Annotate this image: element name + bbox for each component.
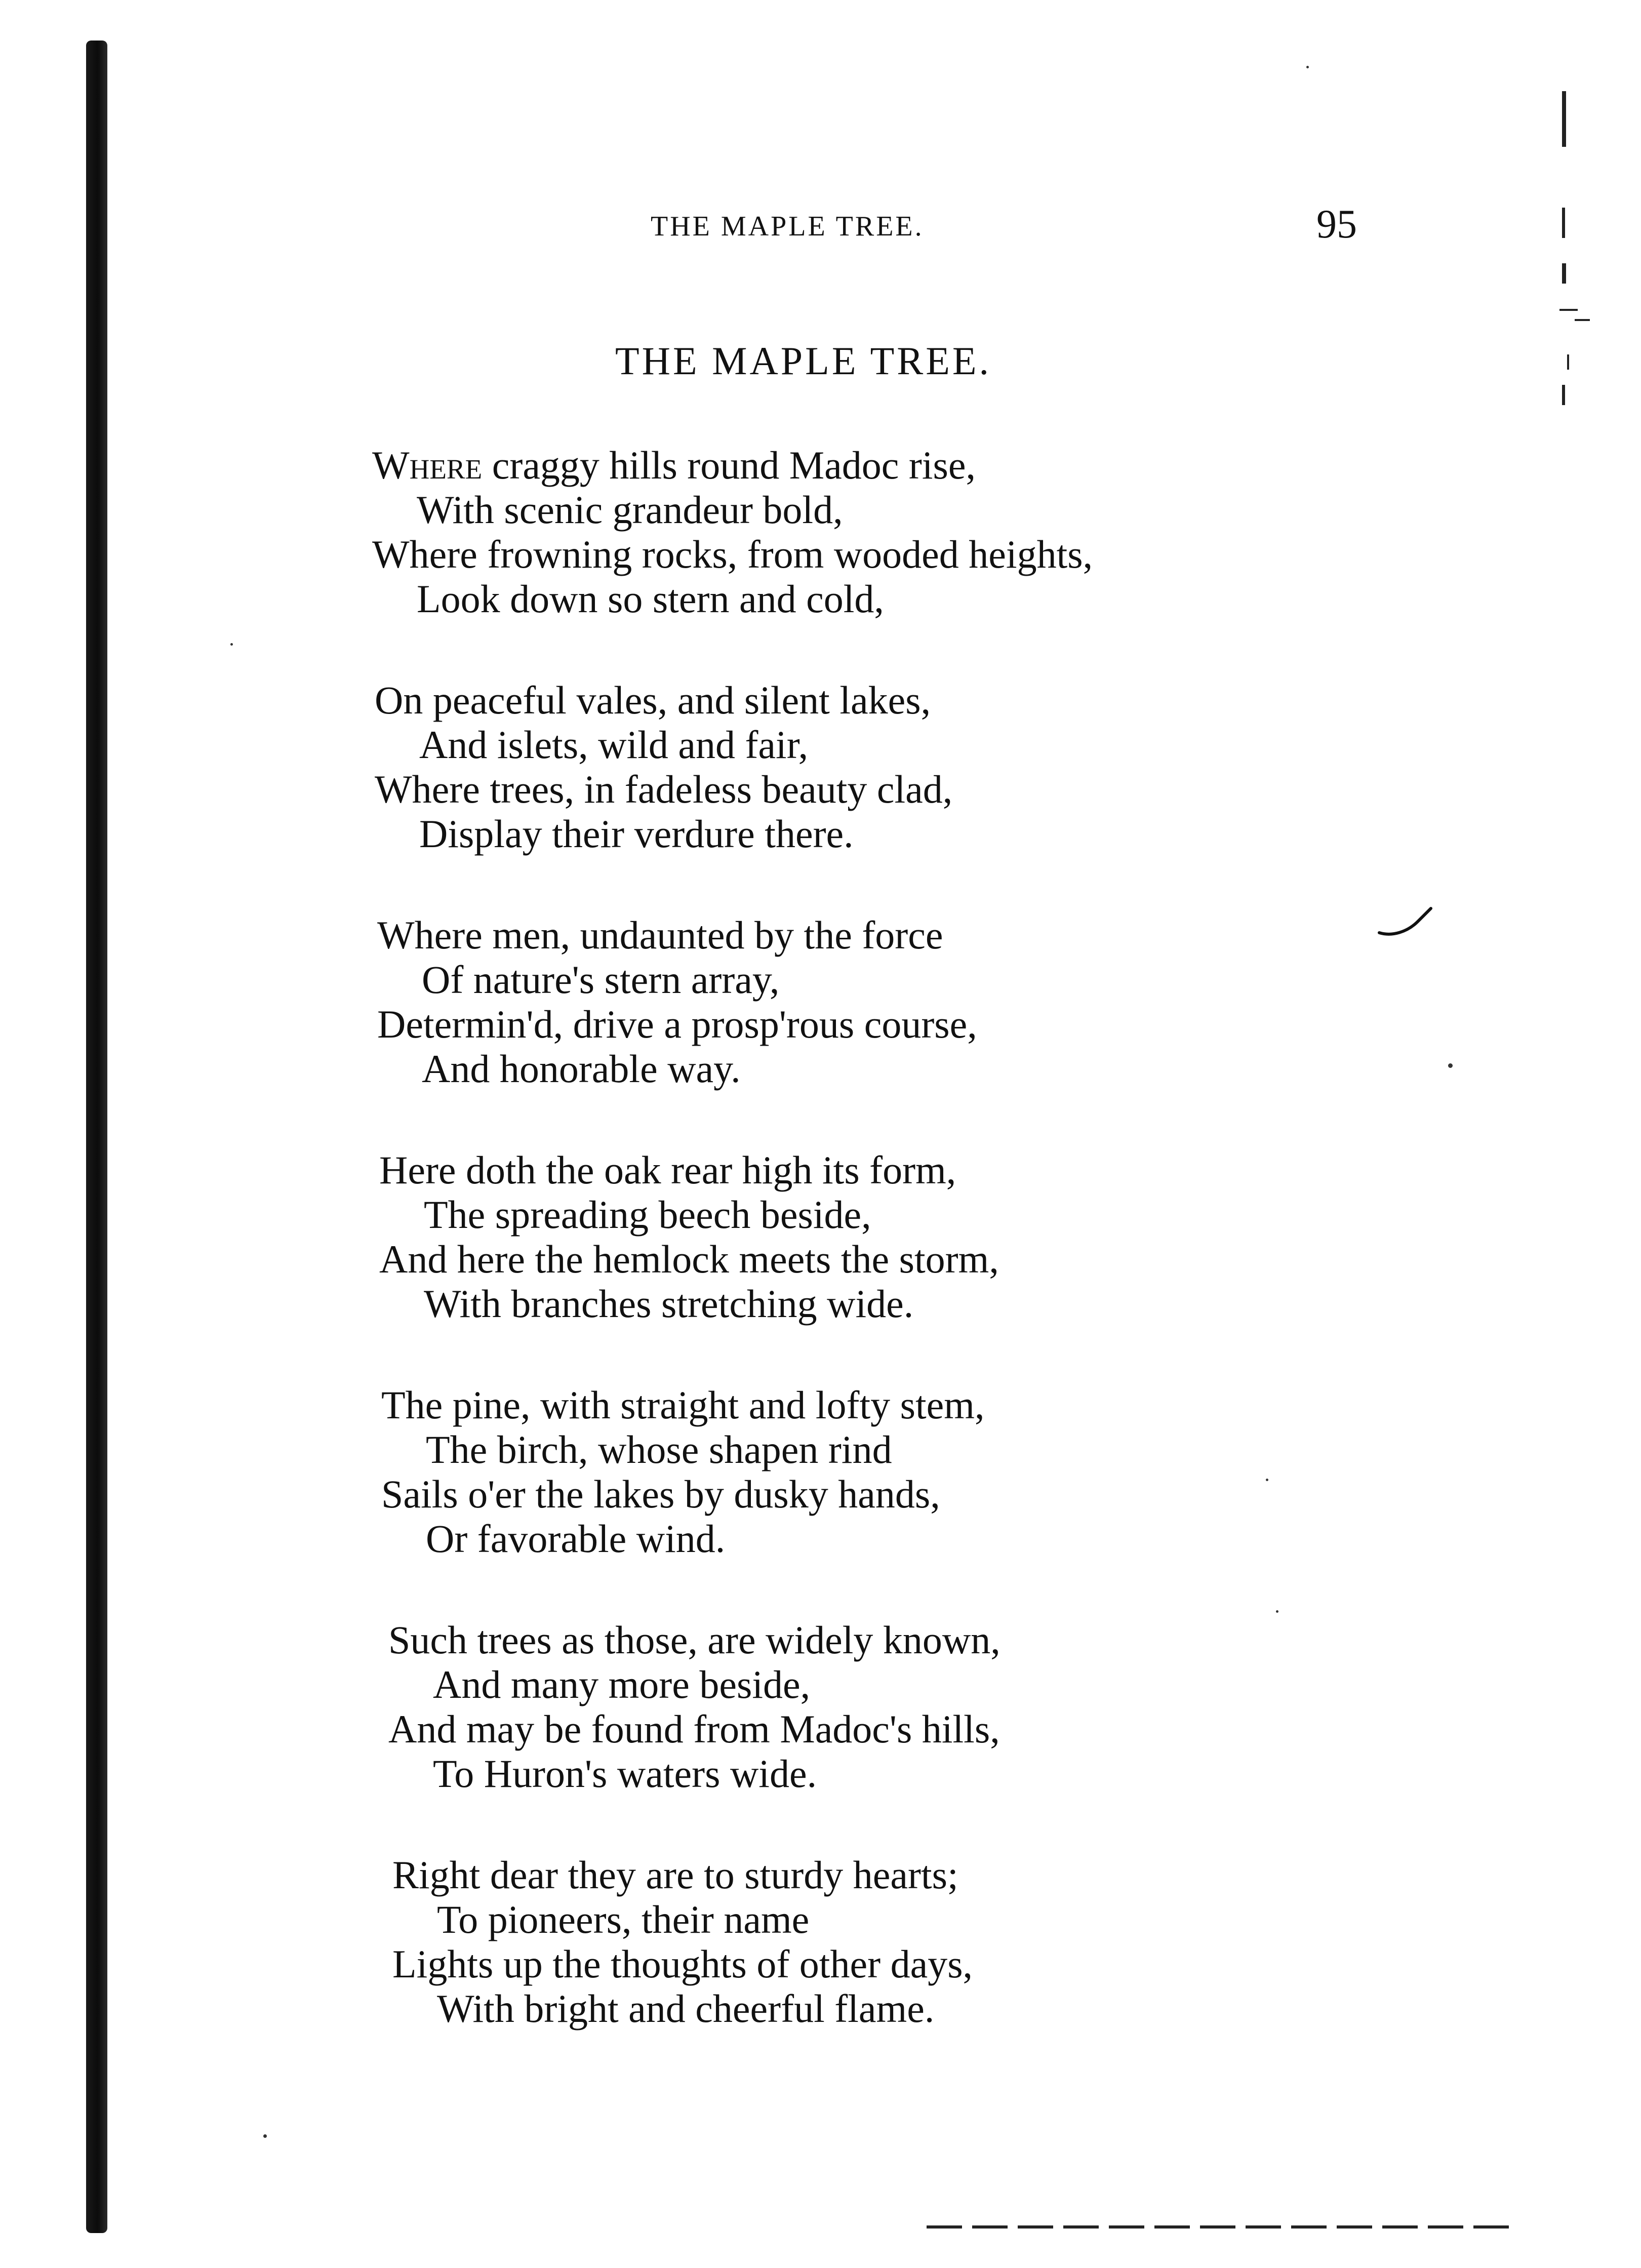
poem-line: And honorable way.: [422, 1047, 741, 1091]
poem-line: Where frowning rocks, from wooded heights,: [372, 532, 1093, 576]
poem-line: Lights up the thoughts of other days,: [392, 1942, 973, 1986]
stanza: [381, 1383, 1435, 1561]
line-rest: craggy hills round Madoc rise,: [482, 443, 976, 487]
stanza: [379, 1148, 1435, 1326]
poem-line: On peaceful vales, and silent lakes,: [375, 678, 931, 722]
margin-mark: [1562, 208, 1565, 238]
poem-line: Look down so stern and cold,: [417, 577, 884, 621]
speck: [1306, 66, 1309, 68]
poem-line: Or favorable wind.: [426, 1517, 726, 1561]
poem-line: Display their verdure there.: [419, 812, 854, 856]
poem-line: Of nature's stern array,: [422, 958, 780, 1002]
bottom-rule: [927, 2225, 1514, 2229]
poem-line: With scenic grandeur bold,: [417, 488, 843, 532]
speck: [1448, 1063, 1453, 1068]
poem-line: [372, 443, 1435, 488]
margin-mark: [1562, 91, 1566, 147]
margin-mark: [1562, 385, 1565, 405]
stanza: [388, 1618, 1435, 1796]
stanza: [392, 1853, 1435, 2031]
poem-line: Where trees, in fadeless beauty clad,: [375, 767, 953, 811]
margin-mark: [1562, 263, 1566, 284]
margin-mark: [1575, 319, 1590, 321]
poem-line: And islets, wild and fair,: [419, 723, 809, 767]
poem-line: With branches stretching wide.: [424, 1282, 914, 1326]
poem-line: Sails o'er the lakes by dusky hands,: [381, 1472, 940, 1516]
margin-mark: [1559, 309, 1578, 311]
poem-line: And here the hemlock meets the storm,: [379, 1237, 999, 1281]
speck: [230, 643, 233, 646]
binding-edge: [86, 41, 107, 2233]
poem-line: To pioneers, their name: [437, 1897, 810, 1941]
poem-line: With bright and cheerful flame.: [437, 1986, 935, 2031]
poem-line: Such trees as those, are widely known,: [388, 1618, 1000, 1662]
margin-mark: [1567, 354, 1569, 370]
poem-line: The spreading beech beside,: [424, 1192, 871, 1237]
pen-check-mark: [1377, 906, 1433, 942]
poem-line: Determin'd, drive a prosp'rous course,: [377, 1002, 977, 1046]
drop-word: Where: [372, 443, 483, 487]
stanza: [375, 678, 1435, 856]
poem-line: Here doth the oak rear high its form,: [379, 1148, 956, 1192]
stanza: [377, 913, 1435, 1091]
poem-line: And many more beside,: [433, 1662, 811, 1706]
page-number: 95: [1316, 202, 1357, 247]
speck: [263, 2134, 267, 2138]
poem-title: THE MAPLE TREE.: [615, 339, 992, 383]
poem-line: To Huron's waters wide.: [433, 1752, 817, 1796]
stanza: [372, 443, 1435, 621]
poem-line: Where men, undaunted by the force: [377, 913, 943, 957]
poem-line: Right dear they are to sturdy hearts;: [392, 1853, 958, 1897]
poem-line: And may be found from Madoc's hills,: [388, 1707, 1000, 1751]
poem-line: The pine, with straight and lofty stem,: [381, 1383, 985, 1427]
running-head: THE MAPLE TREE.: [651, 211, 924, 242]
poem-line: The birch, whose shapen rind: [426, 1427, 892, 1471]
poem-body: [372, 443, 1435, 2088]
